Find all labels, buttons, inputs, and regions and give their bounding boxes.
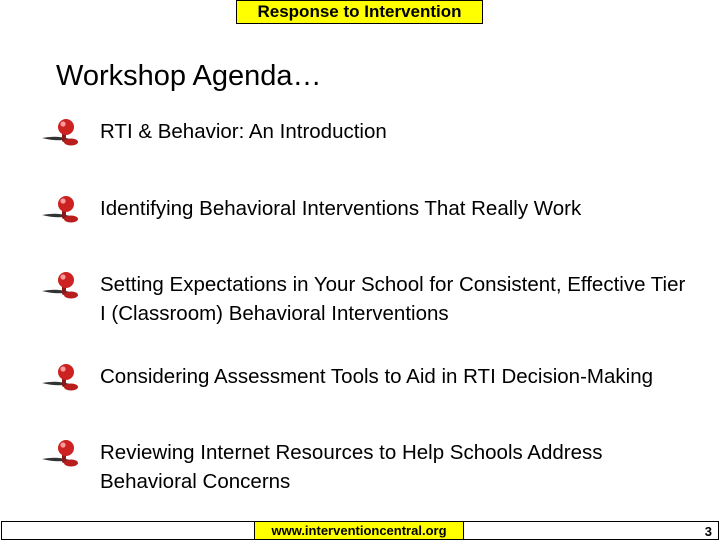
agenda-item-text: Setting Expectations in Your School for Consistent, Effective Tier I (Classroom) Behavioral Interventions	[100, 273, 686, 325]
agenda-item-text: RTI & Behavior: An Introduction	[100, 120, 387, 143]
agenda-item-text: Identifying Behavioral Interventions That Really Work	[100, 197, 582, 220]
pushpin-icon	[40, 270, 88, 304]
slide-title: Workshop Agenda…	[56, 60, 322, 92]
agenda-item-text: Reviewing Internet Resources to Help Schools Address Behavioral Concerns	[100, 441, 603, 493]
page-number: 3	[704, 524, 712, 539]
pushpin-icon	[40, 438, 88, 472]
footer-url[interactable]: www.interventioncentral.org	[254, 521, 464, 540]
header-title: Response to Intervention	[257, 2, 462, 21]
pushpin-icon	[40, 117, 88, 151]
agenda-item-text: Considering Assessment Tools to Aid in RTI Decision-Making	[100, 365, 653, 388]
pushpin-icon	[40, 362, 88, 396]
pushpin-icon	[40, 194, 88, 228]
